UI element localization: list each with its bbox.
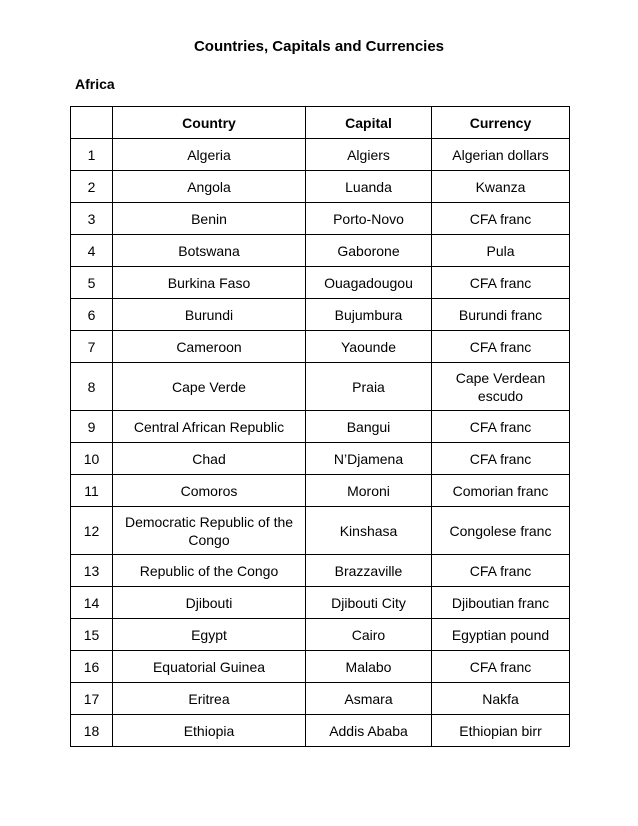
currency-cell: Algerian dollars [432, 139, 570, 171]
row-number: 17 [71, 683, 113, 715]
currency-cell: CFA franc [432, 443, 570, 475]
country-cell: Egypt [113, 619, 306, 651]
country-cell: Ethiopia [113, 715, 306, 747]
capital-cell: Yaounde [306, 331, 432, 363]
table-row [71, 331, 570, 363]
country-cell: Central African Republic [113, 411, 306, 443]
table-row [71, 715, 570, 747]
currency-cell: Egyptian pound [432, 619, 570, 651]
row-number: 1 [71, 139, 113, 171]
row-number: 8 [71, 363, 113, 411]
row-number: 5 [71, 267, 113, 299]
row-number: 18 [71, 715, 113, 747]
table-row [71, 235, 570, 267]
table-header-row [71, 107, 570, 139]
country-cell: Benin [113, 203, 306, 235]
country-cell: Burkina Faso [113, 267, 306, 299]
country-cell: Cameroon [113, 331, 306, 363]
header-currency: Currency [432, 107, 570, 139]
table-row [71, 683, 570, 715]
currency-cell: Nakfa [432, 683, 570, 715]
capital-cell: Luanda [306, 171, 432, 203]
table-row [71, 619, 570, 651]
capital-cell: Malabo [306, 651, 432, 683]
table-row [71, 651, 570, 683]
capital-cell: Addis Ababa [306, 715, 432, 747]
table-row [71, 171, 570, 203]
table-row [71, 507, 570, 555]
row-number: 11 [71, 475, 113, 507]
row-number: 9 [71, 411, 113, 443]
row-number: 16 [71, 651, 113, 683]
header-capital: Capital [306, 107, 432, 139]
section-heading: Africa [75, 76, 115, 92]
table-row [71, 363, 570, 411]
currency-cell: Ethiopian birr [432, 715, 570, 747]
capital-cell: Gaborone [306, 235, 432, 267]
table-row [71, 267, 570, 299]
currency-cell: CFA franc [432, 203, 570, 235]
capital-cell: Brazzaville [306, 555, 432, 587]
table-row [71, 475, 570, 507]
row-number: 14 [71, 587, 113, 619]
table-row [71, 587, 570, 619]
capital-cell: Cairo [306, 619, 432, 651]
capital-cell: Moroni [306, 475, 432, 507]
table-row [71, 203, 570, 235]
country-cell: Algeria [113, 139, 306, 171]
row-number: 6 [71, 299, 113, 331]
country-cell: Burundi [113, 299, 306, 331]
capital-cell: Algiers [306, 139, 432, 171]
country-cell: Democratic Republic of the Congo [113, 507, 306, 555]
capital-cell: Djibouti City [306, 587, 432, 619]
currency-cell: CFA franc [432, 411, 570, 443]
country-cell: Angola [113, 171, 306, 203]
page-title: Countries, Capitals and Currencies [193, 38, 445, 55]
row-number: 10 [71, 443, 113, 475]
table-row [71, 299, 570, 331]
country-cell: Republic of the Congo [113, 555, 306, 587]
capital-cell: Bangui [306, 411, 432, 443]
capital-cell: Ouagadougou [306, 267, 432, 299]
capital-cell: Asmara [306, 683, 432, 715]
currency-cell: CFA franc [432, 651, 570, 683]
country-cell: Comoros [113, 475, 306, 507]
currency-cell: Burundi franc [432, 299, 570, 331]
capital-cell: Praia [306, 363, 432, 411]
country-cell: Cape Verde [113, 363, 306, 411]
country-cell: Botswana [113, 235, 306, 267]
currency-cell: Pula [432, 235, 570, 267]
currency-cell: CFA franc [432, 267, 570, 299]
row-number: 2 [71, 171, 113, 203]
country-cell: Chad [113, 443, 306, 475]
row-number: 13 [71, 555, 113, 587]
table-row [71, 555, 570, 587]
countries-table [70, 106, 570, 747]
capital-cell: Porto-Novo [306, 203, 432, 235]
currency-cell: Djiboutian franc [432, 587, 570, 619]
country-cell: Djibouti [113, 587, 306, 619]
table-row [71, 411, 570, 443]
row-number: 3 [71, 203, 113, 235]
currency-cell: Cape Verdean escudo [432, 363, 570, 411]
country-cell: Equatorial Guinea [113, 651, 306, 683]
table-row [71, 139, 570, 171]
currency-cell: Kwanza [432, 171, 570, 203]
row-number: 4 [71, 235, 113, 267]
capital-cell: Kinshasa [306, 507, 432, 555]
currency-cell: CFA franc [432, 331, 570, 363]
country-cell: Eritrea [113, 683, 306, 715]
currency-cell: Comorian franc [432, 475, 570, 507]
row-number: 7 [71, 331, 113, 363]
capital-cell: Bujumbura [306, 299, 432, 331]
header-number [71, 107, 113, 139]
table-row [71, 443, 570, 475]
row-number: 15 [71, 619, 113, 651]
row-number: 12 [71, 507, 113, 555]
capital-cell: N’Djamena [306, 443, 432, 475]
header-country: Country [113, 107, 306, 139]
currency-cell: CFA franc [432, 555, 570, 587]
currency-cell: Congolese franc [432, 507, 570, 555]
